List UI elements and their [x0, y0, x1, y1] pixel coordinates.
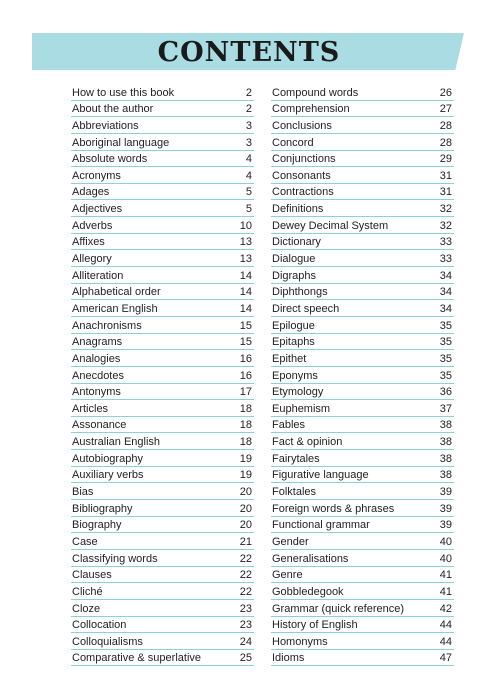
toc-entry [271, 583, 454, 600]
toc-entry [71, 267, 254, 284]
toc-page-number: 33 [439, 253, 452, 266]
toc-entry [71, 350, 254, 367]
toc-term: Compound words [272, 86, 359, 99]
toc-page-number: 40 [439, 552, 452, 565]
toc-page-number: 29 [439, 153, 452, 166]
toc-page-number: 38 [439, 436, 452, 449]
toc-page-number: 2 [245, 86, 252, 99]
toc-page-number: 20 [239, 519, 252, 532]
toc-entry [271, 250, 454, 267]
toc-term: Autobiography [72, 452, 143, 465]
toc-page-number: 22 [239, 552, 252, 565]
toc-term: Colloquialisms [72, 635, 143, 648]
toc-term: Adjectives [72, 203, 123, 216]
toc-term: Gender [272, 535, 309, 548]
toc-term: Allegory [72, 253, 112, 266]
toc-page-number: 15 [239, 319, 252, 332]
toc-term: Homonyms [272, 635, 328, 648]
toc-page-number: 13 [239, 253, 252, 266]
toc-page-number: 39 [439, 519, 452, 532]
toc-term: How to use this book [72, 86, 175, 99]
toc-term: Alphabetical order [72, 286, 161, 299]
toc-term: Anachronisms [72, 319, 142, 332]
toc-page-number: 31 [439, 186, 452, 199]
toc-page-number: 38 [439, 419, 452, 432]
toc-term: Idioms [272, 652, 305, 665]
toc-entry [271, 467, 454, 484]
toc-term: Digraphs [272, 269, 317, 282]
toc-page-number: 17 [239, 386, 252, 399]
toc-term: Figurative language [272, 469, 369, 482]
toc-entry [271, 300, 454, 317]
toc-entry [271, 433, 454, 450]
toc-entry [71, 300, 254, 317]
toc-term: Alliteration [72, 269, 124, 282]
toc-term: Definitions [272, 203, 324, 216]
toc-term: Collocation [72, 619, 127, 632]
toc-entry [71, 633, 254, 650]
toc-term: Dewey Decimal System [272, 219, 389, 232]
toc-page-number: 34 [439, 286, 452, 299]
toc-term: Dialogue [272, 253, 316, 266]
toc-page-number: 19 [239, 469, 252, 482]
toc-entry [71, 450, 254, 467]
toc-entry [271, 567, 454, 584]
toc-entry [71, 217, 254, 234]
toc-entry [71, 433, 254, 450]
toc-page-number: 44 [439, 635, 452, 648]
toc-term: Articles [72, 402, 109, 415]
toc-entry [71, 567, 254, 584]
toc-page-number: 23 [239, 602, 252, 615]
toc-entry [71, 367, 254, 384]
toc-entry [271, 184, 454, 201]
toc-entry [271, 350, 454, 367]
toc-entry [271, 151, 454, 168]
toc-page-number: 15 [239, 336, 252, 349]
toc-entry [271, 650, 454, 667]
toc-term: Etymology [272, 386, 324, 399]
toc-entry [71, 500, 254, 517]
toc-term: Clauses [72, 569, 112, 582]
toc-page-number: 16 [239, 352, 252, 365]
toc-entry [71, 117, 254, 134]
toc-entry [71, 234, 254, 251]
toc-page-number: 41 [439, 585, 452, 598]
toc-term: Euphemism [272, 402, 331, 415]
toc-page-number: 3 [245, 119, 252, 132]
toc-term: Cliché [72, 585, 103, 598]
toc-page-number: 20 [239, 486, 252, 499]
toc-term: Classifying words [72, 552, 158, 565]
contents-column-right [271, 84, 454, 666]
toc-term: Epithet [272, 352, 307, 365]
toc-entry [271, 417, 454, 434]
toc-page-number: 35 [439, 319, 452, 332]
toc-page-number: 14 [239, 286, 252, 299]
toc-entry [271, 317, 454, 334]
toc-page-number: 26 [439, 86, 452, 99]
toc-term: Epilogue [272, 319, 315, 332]
toc-term: Anecdotes [72, 369, 124, 382]
toc-entry [271, 84, 454, 101]
toc-page-number: 34 [439, 269, 452, 282]
toc-term: Bibliography [72, 502, 133, 515]
toc-entry [271, 217, 454, 234]
toc-entry [271, 200, 454, 217]
toc-entry [271, 117, 454, 134]
toc-entry [71, 533, 254, 550]
toc-page-number: 38 [439, 452, 452, 465]
toc-entry [271, 234, 454, 251]
toc-entry [271, 134, 454, 151]
toc-term: Fairytales [272, 452, 320, 465]
toc-page-number: 18 [239, 436, 252, 449]
toc-page-number: 35 [439, 369, 452, 382]
toc-entry [71, 317, 254, 334]
toc-entry [271, 533, 454, 550]
toc-entry [271, 483, 454, 500]
toc-page-number: 4 [245, 169, 252, 182]
toc-entry [271, 101, 454, 118]
toc-term: History of English [272, 619, 358, 632]
toc-term: Case [72, 535, 98, 548]
toc-entry [271, 384, 454, 401]
toc-term: Eponyms [272, 369, 318, 382]
toc-entry [271, 500, 454, 517]
toc-entry [71, 151, 254, 168]
toc-page-number: 44 [439, 619, 452, 632]
toc-page-number: 14 [239, 302, 252, 315]
toc-page-number: 28 [439, 136, 452, 149]
toc-term: Genre [272, 569, 303, 582]
toc-term: Foreign words & phrases [272, 502, 395, 515]
toc-page-number: 35 [439, 336, 452, 349]
toc-term: Dictionary [272, 236, 321, 249]
toc-page-number: 19 [239, 452, 252, 465]
toc-term: Analogies [72, 352, 121, 365]
toc-entry [71, 250, 254, 267]
toc-page-number: 27 [439, 103, 452, 116]
toc-term: Fables [272, 419, 306, 432]
toc-page-number: 21 [239, 535, 252, 548]
toc-page-number: 39 [439, 502, 452, 515]
toc-page-number: 5 [245, 203, 252, 216]
toc-page-number: 24 [239, 635, 252, 648]
toc-entry [271, 600, 454, 617]
toc-page-number: 38 [439, 469, 452, 482]
toc-term: American English [72, 302, 158, 315]
toc-term: Diphthongs [272, 286, 328, 299]
toc-entry [71, 284, 254, 301]
toc-term: Anagrams [72, 336, 123, 349]
toc-entry [71, 600, 254, 617]
toc-entry [71, 417, 254, 434]
toc-entry [271, 367, 454, 384]
toc-entry [71, 384, 254, 401]
toc-entry [71, 483, 254, 500]
toc-term: Grammar (quick reference) [272, 602, 405, 615]
toc-entry [271, 517, 454, 534]
toc-page-number: 2 [245, 103, 252, 116]
toc-page-number: 37 [439, 402, 452, 415]
toc-term: Functional grammar [272, 519, 370, 532]
toc-page-number: 42 [439, 602, 452, 615]
toc-page-number: 5 [245, 186, 252, 199]
toc-page-number: 32 [439, 203, 452, 216]
toc-term: Epitaphs [272, 336, 315, 349]
toc-entry [71, 617, 254, 634]
toc-entry [271, 617, 454, 634]
toc-page-number: 18 [239, 419, 252, 432]
toc-term: Generalisations [272, 552, 349, 565]
toc-entry [271, 450, 454, 467]
toc-term: Gobbledegook [272, 585, 344, 598]
toc-term: Direct speech [272, 302, 340, 315]
toc-page-number: 22 [239, 585, 252, 598]
toc-page-number: 41 [439, 569, 452, 582]
toc-entry [271, 284, 454, 301]
toc-entry [71, 134, 254, 151]
toc-term: Fact & opinion [272, 436, 343, 449]
toc-entry [71, 583, 254, 600]
toc-entry [71, 200, 254, 217]
toc-term: Biography [72, 519, 122, 532]
toc-entry [71, 517, 254, 534]
toc-term: Auxiliary verbs [72, 469, 144, 482]
toc-page-number: 36 [439, 386, 452, 399]
toc-page-number: 3 [245, 136, 252, 149]
toc-page-number: 22 [239, 569, 252, 582]
toc-page-number: 34 [439, 302, 452, 315]
toc-page-number: 16 [239, 369, 252, 382]
toc-term: Adages [72, 186, 110, 199]
toc-term: Comparative & superlative [72, 652, 202, 665]
toc-term: Assonance [72, 419, 127, 432]
toc-page-number: 14 [239, 269, 252, 282]
toc-term: Acronyms [72, 169, 121, 182]
toc-term: Conclusions [272, 119, 332, 132]
toc-page-number: 39 [439, 486, 452, 499]
toc-page-number: 35 [439, 352, 452, 365]
toc-page-number: 32 [439, 219, 452, 232]
toc-entry [71, 101, 254, 118]
toc-page-number: 13 [239, 236, 252, 249]
toc-entry [71, 184, 254, 201]
toc-entry [271, 267, 454, 284]
toc-term: Affixes [72, 236, 105, 249]
toc-page-number: 40 [439, 535, 452, 548]
toc-term: Consonants [272, 169, 331, 182]
toc-page-number: 10 [239, 219, 252, 232]
toc-term: Australian English [72, 436, 161, 449]
toc-page-number: 31 [439, 169, 452, 182]
toc-term: Bias [72, 486, 94, 499]
toc-entry [71, 467, 254, 484]
toc-term: Folktales [272, 486, 317, 499]
toc-entry [271, 400, 454, 417]
toc-page-number: 18 [239, 402, 252, 415]
toc-entry [71, 400, 254, 417]
toc-term: Aboriginal language [72, 136, 170, 149]
toc-term: Antonyms [72, 386, 121, 399]
toc-entry [71, 550, 254, 567]
toc-page-number: 20 [239, 502, 252, 515]
toc-term: Concord [272, 136, 314, 149]
toc-term: Absolute words [72, 153, 148, 166]
toc-term: Contractions [272, 186, 334, 199]
page-title: CONTENTS [157, 37, 341, 68]
toc-page-number: 25 [239, 652, 252, 665]
toc-term: Cloze [72, 602, 101, 615]
toc-term: Comprehension [272, 103, 350, 116]
toc-entry [271, 633, 454, 650]
contents-column-left [71, 84, 254, 666]
toc-entry [71, 167, 254, 184]
toc-entry [271, 550, 454, 567]
toc-page-number: 47 [439, 652, 452, 665]
toc-term: About the author [72, 103, 154, 116]
toc-entry [71, 334, 254, 351]
toc-page-number: 28 [439, 119, 452, 132]
toc-entry [271, 167, 454, 184]
toc-term: Abbreviations [72, 119, 139, 132]
toc-entry [71, 650, 254, 667]
toc-page-number: 33 [439, 236, 452, 249]
toc-term: Conjunctions [272, 153, 336, 166]
toc-term: Adverbs [72, 219, 113, 232]
toc-page-number: 23 [239, 619, 252, 632]
toc-entry [71, 84, 254, 101]
toc-page-number: 4 [245, 153, 252, 166]
toc-entry [271, 334, 454, 351]
